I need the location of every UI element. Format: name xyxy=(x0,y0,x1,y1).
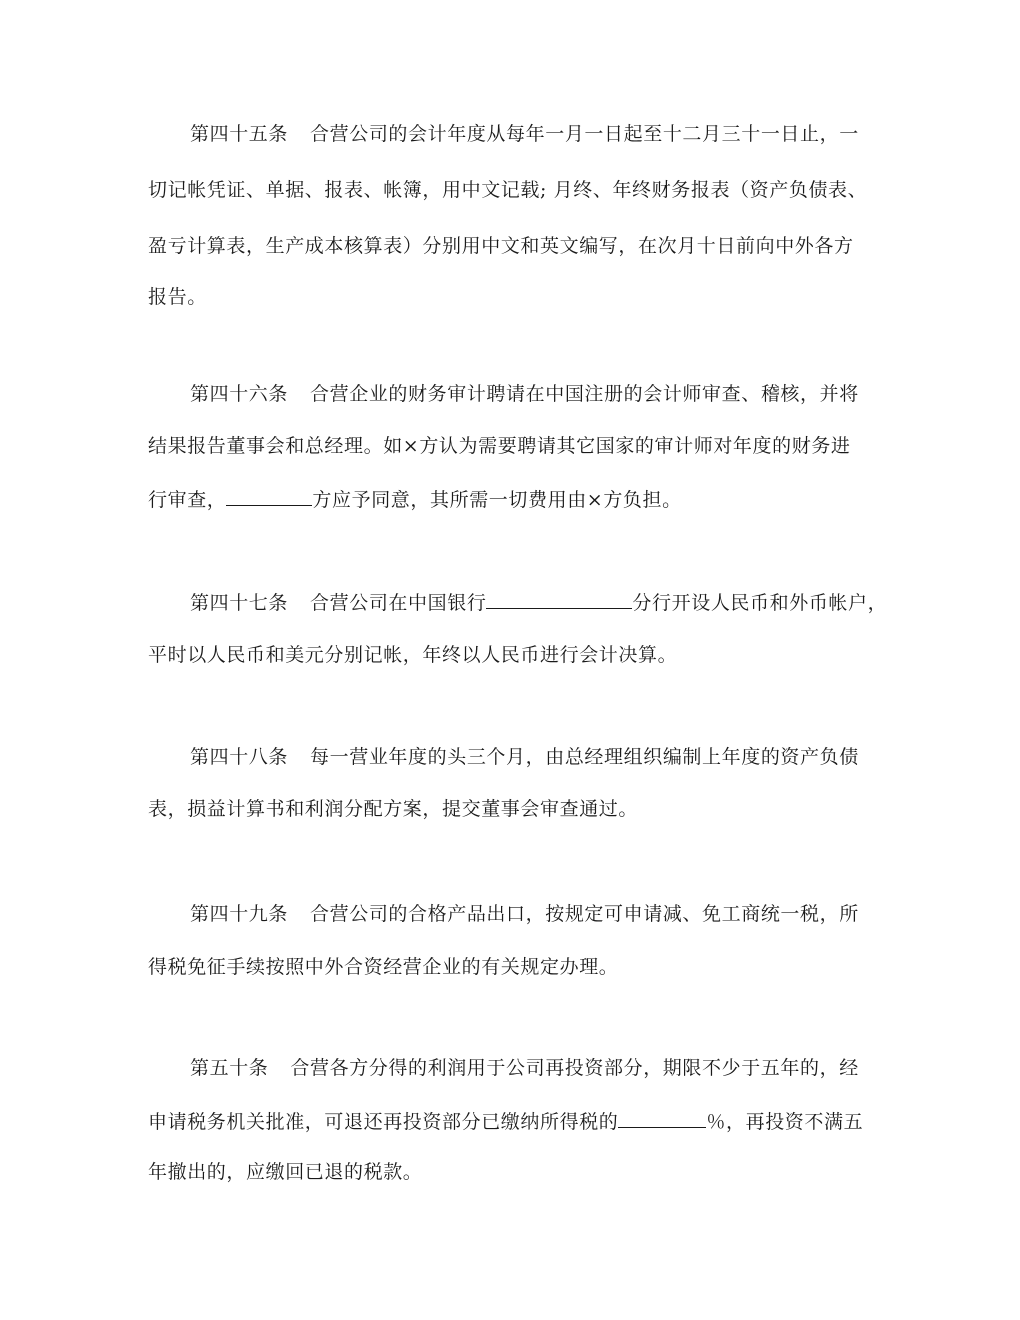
article-46-text-3a: 行审查， xyxy=(148,489,227,511)
fill-blank-party[interactable] xyxy=(226,487,312,506)
article-50-text-2b: ％，再投资不满五 xyxy=(706,1111,864,1133)
article-45-line-4: 报告。 xyxy=(148,286,207,308)
article-48-line-2: 表，损益计算书和利润分配方案，提交董事会审查通过。 xyxy=(148,798,639,820)
article-50-text-2a: 申请税务机关批准，可退还再投资部分已缴纳所得税的 xyxy=(148,1111,619,1133)
article-48-label: 第四十八条 xyxy=(190,746,289,768)
article-50-label: 第五十条 xyxy=(190,1057,269,1079)
article-49-line-2: 得税免征手续按照中外合资经营企业的有关规定办理。 xyxy=(148,956,619,978)
article-47-line-2: 平时以人民币和美元分别记帐，年终以人民币进行会计决算。 xyxy=(148,644,678,666)
article-48-text-1: 每一营业年度的头三个月，由总经理组织编制上年度的资产负债 xyxy=(310,746,859,768)
article-46-line-3 xyxy=(148,487,682,512)
article-45-line-1 xyxy=(190,122,859,146)
article-46-text-1: 合营企业的财务审计聘请在中国注册的会计师审查、稽核，并将 xyxy=(310,383,859,405)
article-45-label: 第四十五条 xyxy=(190,123,289,145)
article-46-label: 第四十六条 xyxy=(190,383,289,405)
article-50-line-2 xyxy=(148,1109,863,1134)
article-47-text-1a: 合营公司在中国银行 xyxy=(310,592,487,614)
article-47-text-1b: 分行开设人民币和外币帐户， xyxy=(632,592,888,614)
fill-blank-percentage[interactable] xyxy=(618,1109,706,1128)
article-49-text-1: 合营公司的合格产品出口，按规定可申请减、免工商统一税，所 xyxy=(310,903,859,925)
article-46-line-2: 结果报告董事会和总经理。如×方认为需要聘请其它国家的审计师对年度的财务进 xyxy=(148,435,851,457)
article-45-line-2: 切记帐凭证、单据、报表、帐簿，用中文记载; 月终、年终财务报表（资产负债表、 xyxy=(148,179,868,201)
article-49-label: 第四十九条 xyxy=(190,903,289,925)
article-46-text-3b: 方应予同意，其所需一切费用由×方负担。 xyxy=(312,489,682,511)
article-45-line-3: 盈亏计算表，生产成本核算表）分别用中文和英文编写，在次月十日前向中外各方 xyxy=(148,235,854,257)
article-50-text-1: 合营各方分得的利润用于公司再投资部分，期限不少于五年的，经 xyxy=(290,1057,859,1079)
article-45-text-1: 合营公司的会计年度从每年一月一日起至十二月三十一日止，一 xyxy=(310,123,859,145)
article-50-line-1 xyxy=(190,1056,859,1080)
fill-blank-bank-branch[interactable] xyxy=(486,590,632,609)
article-46-line-1 xyxy=(190,382,859,406)
article-49-line-1 xyxy=(190,902,859,926)
article-50-line-3: 年撤出的，应缴回已退的税款。 xyxy=(148,1161,423,1183)
article-47-line-1 xyxy=(190,590,887,615)
article-48-line-1 xyxy=(190,745,859,769)
article-47-label: 第四十七条 xyxy=(190,592,289,614)
